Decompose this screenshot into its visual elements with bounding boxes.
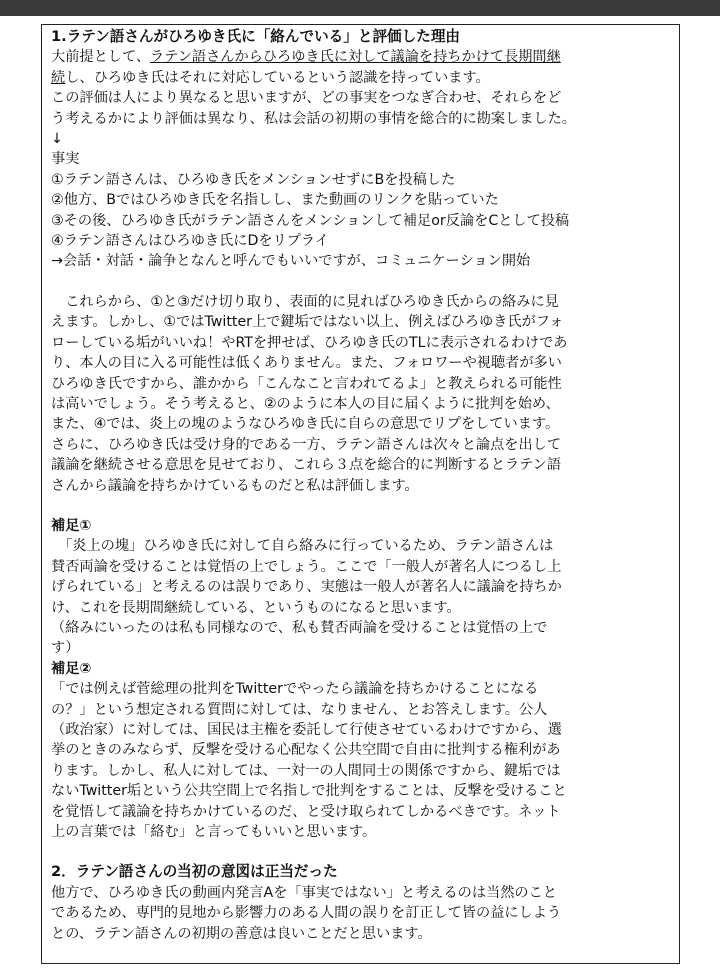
supplement2-line: ないTwitter垢という公共空間上で名指しで批判をすることは、反撃を受けること [51, 783, 567, 800]
section1-line-1-underlined: ラテン語さんからひろゆき氏に対して議論を持ちかけて長期間継 [150, 49, 561, 66]
supplement1-line: け、これを長期間継続している、というものになると思います。 [51, 599, 461, 616]
supplement1-line: 賛否両論を受けることは覚悟の上でしょう。ここで「一般人が著名人につるし上 [51, 558, 562, 575]
supplement2-line: ります。しかし、私人に対しては、一対一の人間同士の関係ですから、鍵垢では [51, 762, 561, 779]
supplement2-label: 補足② [51, 660, 92, 677]
supplement1-label: 補足① [51, 517, 92, 534]
section2-line: 他方で、ひろゆき氏の動画内発言Aを「事実ではない」と考えるのは当然のこと [51, 884, 557, 901]
fact-conclusion: →会話・対話・論争となんと呼んでもいいですが、コミュニケーション開始 [51, 253, 531, 270]
section1-line-1 [51, 47, 670, 67]
para-line: り、本人の目に入る可能性は低くありません。また、フォロワーや視聴者が多い [51, 355, 562, 372]
supplement2-line: の？」という想定される質問に対しては、なりません、とお答えします。公人 [51, 701, 548, 718]
section2-title: 2．ラテン語さんの当初の意図は正当だった [51, 863, 338, 881]
supplement1-line: （絡みにいったのは私も同様なので、私も賛否両論を受けることは覚悟の上で [51, 619, 548, 636]
supplement1-line: す） [51, 640, 80, 657]
supplement1-line: 「炎上の塊」ひろゆき氏に対して自ら絡みに行っているため、ラテン語さんは [51, 538, 554, 555]
para-line: さらに、ひろゆき氏は受け身的である一方、ラテン語さんは次々と論点を出して [51, 436, 562, 453]
section1-line-3: この評価は人により異なると思いますが、どの事実をつなぎ合わせ、それらをど [51, 90, 562, 107]
fact-item: ④ラテン語さんはひろゆき氏にDをリプライ [51, 233, 329, 250]
supplement1-line: げられている」と考えるのは誤りであり、実態は一般人が著名人に議論を持ちか [51, 579, 562, 596]
top-dark-bar [0, 0, 720, 16]
fact-item: ②他方、Bではひろゆき氏を名指しし、また動画のリンクを貼っていた [51, 192, 499, 209]
supplement2-line: 上の言葉では「絡む」と言ってもいいと思います。 [51, 824, 377, 841]
document-frame [41, 24, 680, 964]
supplement2-line: （政治家）に対しては、国民は主権を委託して行使させているわけですから、選 [51, 722, 562, 738]
para-line: さんから議論を持ちかけているものだと私は評価します。 [51, 477, 419, 494]
section2-line: との、ラテン語さんの初期の善意は良いことだと思います。 [51, 925, 432, 942]
spacer [51, 842, 670, 862]
para-line: えます。しかし、①ではTwitter上で鍵垢ではない以上、例えばひろゆき氏がフォ [51, 314, 564, 331]
fact-item: ③その後、ひろゆき氏がラテン語さんをメンションして補足or反論をCとして投稿 [51, 212, 570, 229]
section1-line-1-plain: 大前提として、 [51, 49, 151, 66]
para-line: ひろゆき氏ですから、誰かから「こんなこと言われてるよ」と教えられる可能性 [51, 375, 562, 392]
para-line: ローしている垢がいいね！やRTを押せば、ひろゆき氏のTLに表示されるわけであ [51, 334, 568, 351]
section1-line-4: う考えるかにより評価は異なり、私は会話の初期の事情を総合的に勘案しました。 [51, 110, 576, 127]
fact-item: ①ラテン語さんは、ひろゆき氏をメンションせずにBを投稿した [51, 171, 456, 188]
section1-line-2-underlined: 続 [51, 69, 66, 86]
para-line: 議論を継続させる意思を見せており、これら３点を総合的に判断するとラテン語 [51, 457, 562, 474]
para-line: これらから、①と③だけ切り取り、表面的に見ればひろゆき氏からの絡みに見 [51, 293, 559, 310]
para-line: また、④では、炎上の塊のようなひろゆき氏に自らの意思でリプをしています。 [51, 416, 560, 433]
supplement2-line: 「では例えば菅総理の批判をTwitterでやったら議論を持ちかけることになる [51, 681, 539, 698]
spacer [51, 272, 670, 292]
spacer [51, 496, 670, 516]
section2-line: であるため、専門的見地から影響力のある人間の誤りを訂正して皆の益にしよう [51, 905, 562, 922]
section1-line-2 [51, 68, 670, 88]
section1-line-2-plain: し、ひろゆき氏はそれに対応しているという認識を持っています。 [65, 69, 490, 86]
section1-title: 1.ラテン語さんがひろゆき氏に「絡んでいる」と評価した理由 [51, 28, 461, 45]
supplement2-line: を覚悟して議論を持ちかけているのだ、と受け取られてしかるべきです。ネット [51, 803, 561, 820]
para-line: は高いでしょう。そう考えると、②のように本人の目に届くように批判を始め、 [51, 395, 560, 412]
down-arrow: ↓ [51, 131, 63, 148]
facts-label: 事実 [51, 151, 80, 168]
supplement2-line: 挙のときのみならず、反撃を受ける心配なく公共空間で自由に批判する権利があ [51, 742, 561, 759]
